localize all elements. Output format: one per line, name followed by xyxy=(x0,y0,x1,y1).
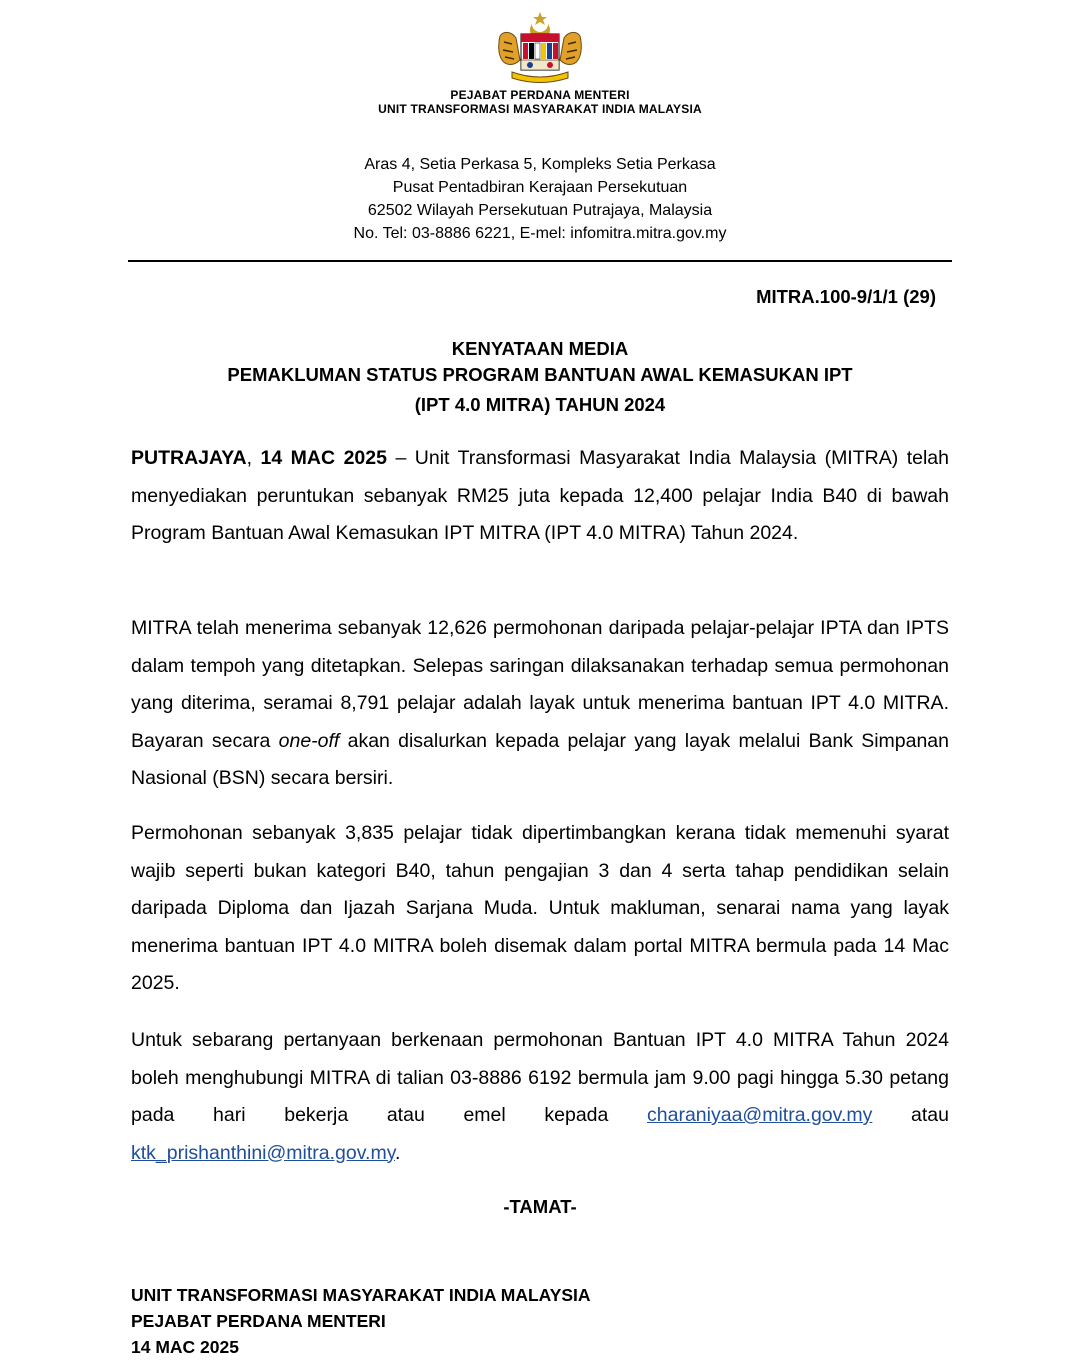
signature-office: PEJABAT PERDANA MENTERI xyxy=(131,1311,386,1331)
office-name: PEJABAT PERDANA MENTERI xyxy=(450,88,630,102)
paragraph-2-text-a: MITRA telah menerima sebanyak 12,626 permohonan daripada pelajar-pelajar IPTA dan IPTS dalam tempoh yang ditetapkan. Selepas saringan dilaksanakan terhadap semua permohonan yang diterima, seramai 8,791 pelajar adalah layak untuk menerima bantuan IPT 4.0 MITRA. Bayaran secara xyxy=(131,617,949,752)
contact-line: No. Tel: 03-8886 6221, E-mel: infomitra.mitra.gov.my xyxy=(353,225,727,242)
address-line-2: Pusat Pentadbiran Kerajaan Persekutuan xyxy=(392,179,688,196)
paragraph-1 xyxy=(131,440,949,553)
reference-number: MITRA.100-9/1/1 (29) xyxy=(756,286,936,307)
address-line-3: 62502 Wilayah Persekutuan Putrajaya, Malaysia xyxy=(367,202,713,219)
dateline-place: PUTRAJAYA xyxy=(131,447,247,469)
dateline-separator: , xyxy=(246,447,261,469)
paragraph-4-text-c: . xyxy=(395,1141,401,1164)
paragraph-2-text-b: akan disalurkan kepada pelajar yang layak melalui Bank Simpanan Nasional (BSN) secara bersiri. xyxy=(131,729,949,789)
signature-date: 14 MAC 2025 xyxy=(131,1337,239,1357)
document-title: PEMAKLUMAN STATUS PROGRAM BANTUAN AWAL KEMASUKAN IPT xyxy=(227,364,853,385)
paragraph-2-italic: one-off xyxy=(278,729,340,752)
paragraph-3 xyxy=(131,815,949,1003)
address-line-1: Aras 4, Setia Perkasa 5, Kompleks Setia Perkasa xyxy=(364,156,716,173)
header-divider xyxy=(128,260,952,262)
signature-unit: UNIT TRANSFORMASI MASYARAKAT INDIA MALAYSIA xyxy=(131,1285,591,1305)
paragraph-1-text: – Unit Transformasi Masyarakat India Malaysia (MITRA) telah menyediakan peruntukan sebanyak RM25 juta kepada 12,400 pelajar India B40 di bawah Program Bantuan Awal Kemasukan IPT MITRA (IPT 4.0 MITRA) Tahun 2024. xyxy=(131,447,949,544)
email-link-prishanthini[interactable]: ktk_prishanthini@mitra.gov.my xyxy=(131,1141,395,1164)
paragraph-4-text-b: atau xyxy=(872,1104,949,1126)
unit-name: UNIT TRANSFORMASI MASYARAKAT INDIA MALAYSIA xyxy=(378,102,702,116)
document-type: KENYATAAN MEDIA xyxy=(451,338,629,359)
email-link-charaniyaa[interactable]: charaniyaa@mitra.gov.my xyxy=(647,1104,873,1126)
paragraph-3-text: Permohonan sebanyak 3,835 pelajar tidak dipertimbangkan kerana tidak memenuhi syarat wajib seperti bukan kategori B40, tahun pengajian 3 dan 4 serta tahap pendidikan selain daripada Diploma dan Ijazah Sarjana Muda. Untuk makluman, senarai nama yang layak menerima bantuan IPT 4.0 MITRA boleh disemak dalam portal MITRA bermula pada 14 Mac 2025. xyxy=(131,822,949,994)
paragraph-4-text-a: Untuk sebarang pertanyaan berkenaan permohonan Bantuan IPT 4.0 MITRA Tahun 2024 boleh menghubungi MITRA di talian 03-8886 6192 bermula jam 9.00 pagi hingga 5.30 petang pada hari bekerja atau emel kepada xyxy=(131,1029,949,1126)
coat-of-arms-icon xyxy=(494,10,586,84)
dateline-date: 14 MAC 2025 xyxy=(260,447,387,469)
document-subtitle: (IPT 4.0 MITRA) TAHUN 2024 xyxy=(414,394,666,415)
end-marker: -TAMAT- xyxy=(503,1196,577,1217)
paragraph-2 xyxy=(131,610,949,798)
paragraph-4 xyxy=(131,1022,949,1172)
